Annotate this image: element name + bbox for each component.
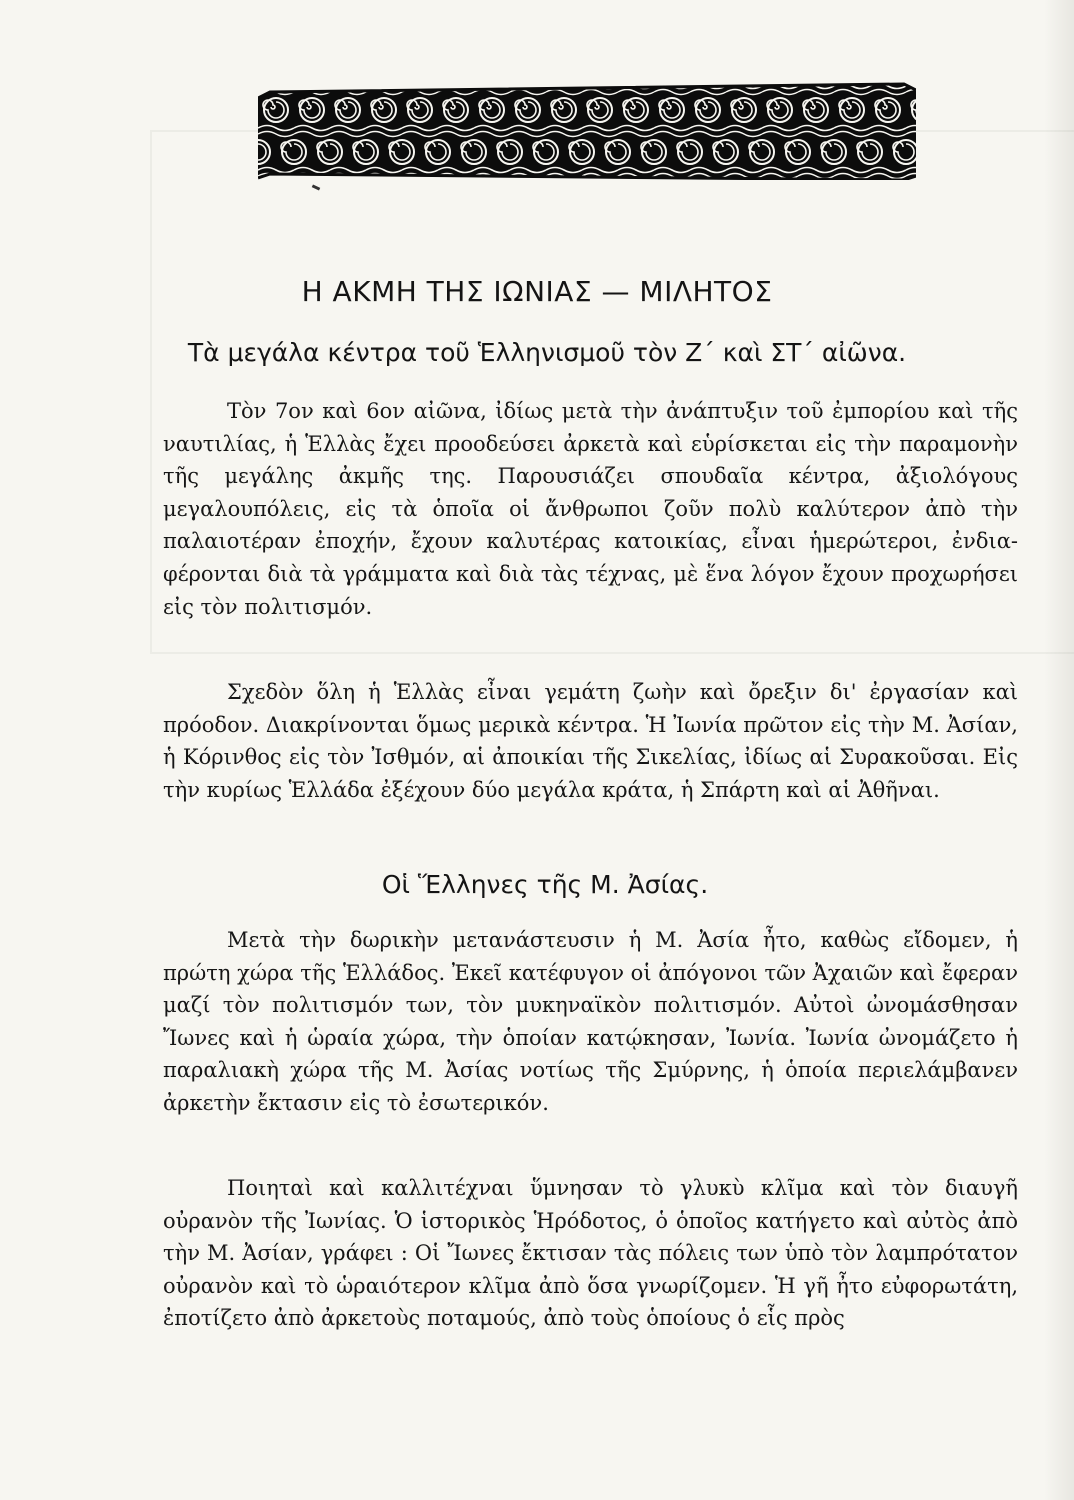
section-heading-asia-minor: Οἱ Ἕλληνες τῆς Μ. Ἀσίας. bbox=[381, 870, 709, 899]
paragraph: Μετὰ τὴν δωρικὴν μετανάστευσιν ἡ Μ. Ἀσία ἦτο, καθὼς εἴδομεν, ἡ πρώτη χώρα τῆς Ἑλλάδος. Ἐκεῖ κατέφυγον οἱ ἀπόγονοι τῶν Ἀχαιῶν καὶ ἔφεραν μαζί τὸν πολιτισμόν των, τὸν μυκηναϊκὸν πολιτισμόν. Αὐτοὶ ὠνομάσθησαν Ἴωνες καὶ ἡ ὡραία χώρα, τὴν ὁποίαν κατῴκησαν, Ἰωνία. Ἰωνία ὠνομάζετο ἡ παραλιακὴ χώρα τῆς Μ. Ἀσίας νοτίως τῆς Σμύρνης, ἡ ὁποία περιελάμβανεν ἀρκετὴν ἔκτασιν εἰς τὸ ἐσωτερικόν. bbox=[163, 928, 1018, 1115]
chapter-title: Η ΑΚΜΗ ΤΗΣ ΙΩΝΙΑΣ — ΜΙΛΗΤΟΣ bbox=[301, 275, 773, 308]
paragraph: Ποιηταὶ καὶ καλλιτέχναι ὕμνησαν τὸ γλυκὺ κλῖμα καὶ τὸν διαυγῆ οὐρανὸν τῆς Ἰωνίας. Ὁ ἱστορικὸς Ἡρόδοτος, ὁ ὁποῖος κατήγετο καὶ αὐτὸς ἀπὸ τὴν Μ. Ἀσίαν, γράφει : Οἱ Ἴωνες ἔκτισαν τὰς πόλεις των ὑπὸ τὸν λαμπρότατον οὐρανὸν καὶ τὸ ὡραιότερον κλῖμα ἀπὸ ὅσα γνωρίζομεν. Ἡ γῆ ἦτο εὐφορωτάτη, ἐποτίζετο ἀπὸ ἀρκετοὺς ποταμούς, ἀπὸ τοὺς ὁποίους ὁ εἷς πρὸς bbox=[163, 1176, 1018, 1331]
section-heading-centers: Τὰ μεγάλα κέντρα τοῦ Ἑλληνισμοῦ τὸν Ζ΄ καὶ ΣΤ΄ αἰῶνα. bbox=[187, 338, 907, 367]
wave-ornament-header bbox=[258, 80, 916, 180]
paragraph: Σχεδὸν ὅλη ἡ Ἑλλὰς εἶναι γεμάτη ζωὴν καὶ ὄρεξιν δι' ἐργασίαν καὶ πρόοδον. Διακρίνονται ὅμως μερικὰ κέντρα. Ἡ Ἰωνία πρῶτον εἰς τὴν Μ. Ἀσίαν, ἡ Κόρινθος εἰς τὸν Ἰσθμόν, αἱ ἀποικίαι τῆς Σικελίας, ἰδίως αἱ Συρακοῦσαι. Εἰς τὴν κυρίως Ἑλλάδα ἐξέχουν δύο μεγάλα κράτα, ἡ Σπάρτη καὶ αἱ Ἀθῆναι. bbox=[163, 680, 1018, 802]
paragraph: Τὸν 7ον καὶ 6ον αἰῶνα, ἰδίως μετὰ τὴν ἀνάπτυξιν τοῦ ἐμπορίου καὶ τῆς ναυτιλίας, ἡ Ἑλλὰς ἔχει προοδεύσει ἀρκετὰ καὶ εὑρίσκεται εἰς τὴν παραμονὴν τῆς μεγάλης ἀκμῆς της. Παρουσιάζει σπουδαῖα κέντρα, ἀξιολόγους μεγαλουπόλεις, εἰς τὰ ὁποῖα οἱ ἄνθρωποι ζοῦν πολὺ καλύτερον ἀπὸ τὴν παλαιοτέραν ἐποχήν, ἔχουν καλυτέρας κατοικίας, εἶναι ἡμερώτεροι, ἐνδιαφέρονται διὰ τὰ γράμματα καὶ διὰ τὰς τέχνας, μὲ ἕνα λόγον ἔχουν προχωρήσει εἰς τὸν πολιτισμόν. bbox=[163, 399, 1018, 619]
